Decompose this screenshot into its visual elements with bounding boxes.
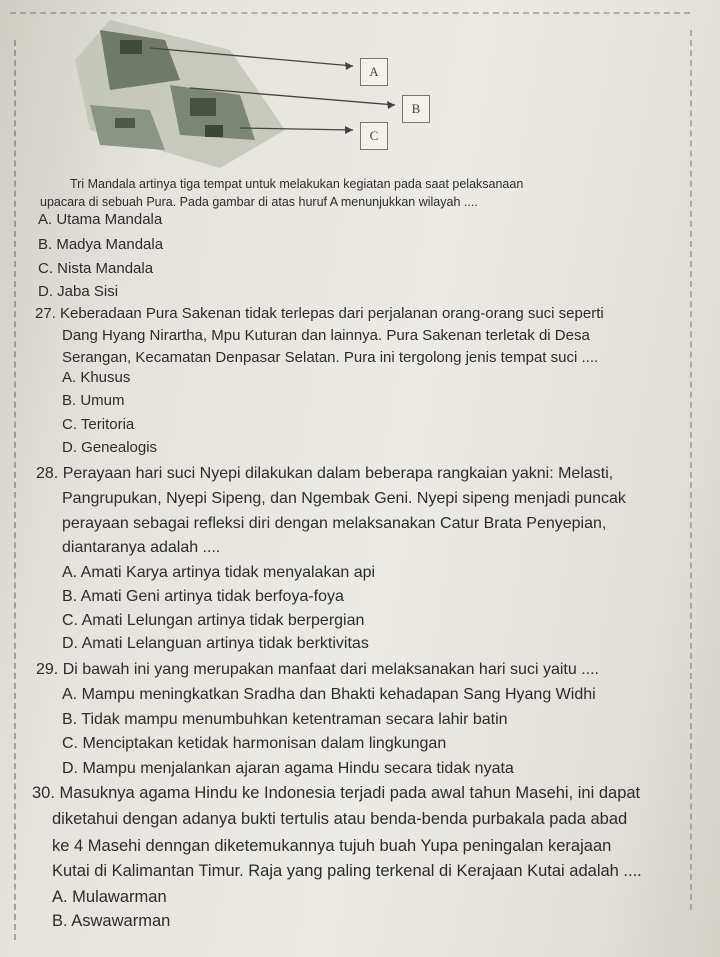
q28-text-line-1: 28. Perayaan hari suci Nyepi dilakukan dalam beberapa rangkaian yakni: Melasti,	[36, 465, 614, 482]
q28-option-c: C. Amati Lelungan artinya tidak berpergian	[62, 612, 365, 629]
q29-option-d: D. Mampu menjalankan ajaran agama Hindu secara tidak nyata	[62, 760, 514, 777]
q26-text-line-2: upacara di sebuah Pura. Pada gambar di atas huruf A menunjukkan wilayah ....	[40, 195, 478, 209]
q26-option-a: A. Utama Mandala	[38, 211, 163, 228]
q30-text-line-2: diketahui dengan adanya bukti tertulis atau benda-benda purbakala pada abad	[52, 810, 628, 828]
q27-option-d: D. Genealogis	[62, 439, 158, 456]
q28-option-a: A. Amati Karya artinya tidak menyalakan api	[62, 564, 376, 581]
q28-text-line-4: diantaranya adalah ....	[62, 539, 221, 556]
dashed-border-left	[14, 40, 17, 940]
q29-option-a: A. Mampu meningkatkan Sradha dan Bhakti kehadapan Sang Hyang Widhi	[62, 686, 596, 703]
q28-option-d: D. Amati Lelanguan artinya tidak berktivitas	[62, 635, 369, 652]
q26-option-b: B. Madya Mandala	[38, 236, 164, 253]
q30-text-line-4: Kutai di Kalimantan Timur. Raja yang paling terkenal di Kerajaan Kutai adalah ....	[52, 862, 642, 880]
q30-text-line-3: ke 4 Masehi denngan diketemukannya tujuh buah Yupa peningalan kerajaan	[52, 837, 612, 855]
figure-label-b: B	[402, 95, 430, 123]
q30-option-b: B. Aswawarman	[52, 912, 171, 930]
q28-option-b: B. Amati Geni artinya tidak berfoya-foya	[62, 588, 344, 605]
q29-option-c: C. Menciptakan ketidak harmonisan dalam lingkungan	[62, 735, 447, 752]
q26-text-line-1: Tri Mandala artinya tiga tempat untuk melakukan kegiatan pada saat pelaksanaan	[70, 177, 524, 191]
q27-option-c: C. Teritoria	[62, 416, 135, 433]
figure-label-a: A	[360, 58, 388, 86]
q27-text-line-2: Dang Hyang Nirartha, Mpu Kuturan dan lainnya. Pura Sakenan terletak di Desa	[62, 327, 590, 344]
q27-option-b: B. Umum	[62, 392, 125, 409]
q28-text-line-2: Pangrupukan, Nyepi Sipeng, dan Ngembak Geni. Nyepi sipeng menjadi puncak	[62, 490, 626, 507]
q29-option-b: B. Tidak mampu menumbuhkan ketentraman secara lahir batin	[62, 711, 508, 728]
q27-option-a: A. Khusus	[62, 369, 131, 386]
q28-text-line-3: perayaan sebagai refleksi diri dengan melaksanakan Catur Brata Penyepian,	[62, 515, 607, 532]
q27-text-line-3: Serangan, Kecamatan Denpasar Selatan. Pura ini tergolong jenis tempat suci ....	[62, 349, 599, 366]
q27-text-line-1: 27. Keberadaan Pura Sakenan tidak terlepas dari perjalanan orang-orang suci seperti	[35, 305, 604, 322]
q26-option-d: D. Jaba Sisi	[38, 283, 119, 300]
temple-figure	[70, 10, 440, 175]
q29-text-line-1: 29. Di bawah ini yang merupakan manfaat dari melaksanakan hari suci yaitu ....	[36, 661, 599, 678]
q30-text-line-1: 30. Masuknya agama Hindu ke Indonesia terjadi pada awal tahun Masehi, ini dapat	[32, 784, 641, 802]
q30-option-a: A. Mulawarman	[52, 888, 167, 906]
figure-label-c: C	[360, 122, 388, 150]
dashed-border-right	[690, 30, 693, 910]
temple-aerial-image	[70, 10, 440, 175]
q26-option-c: C. Nista Mandala	[38, 260, 154, 277]
